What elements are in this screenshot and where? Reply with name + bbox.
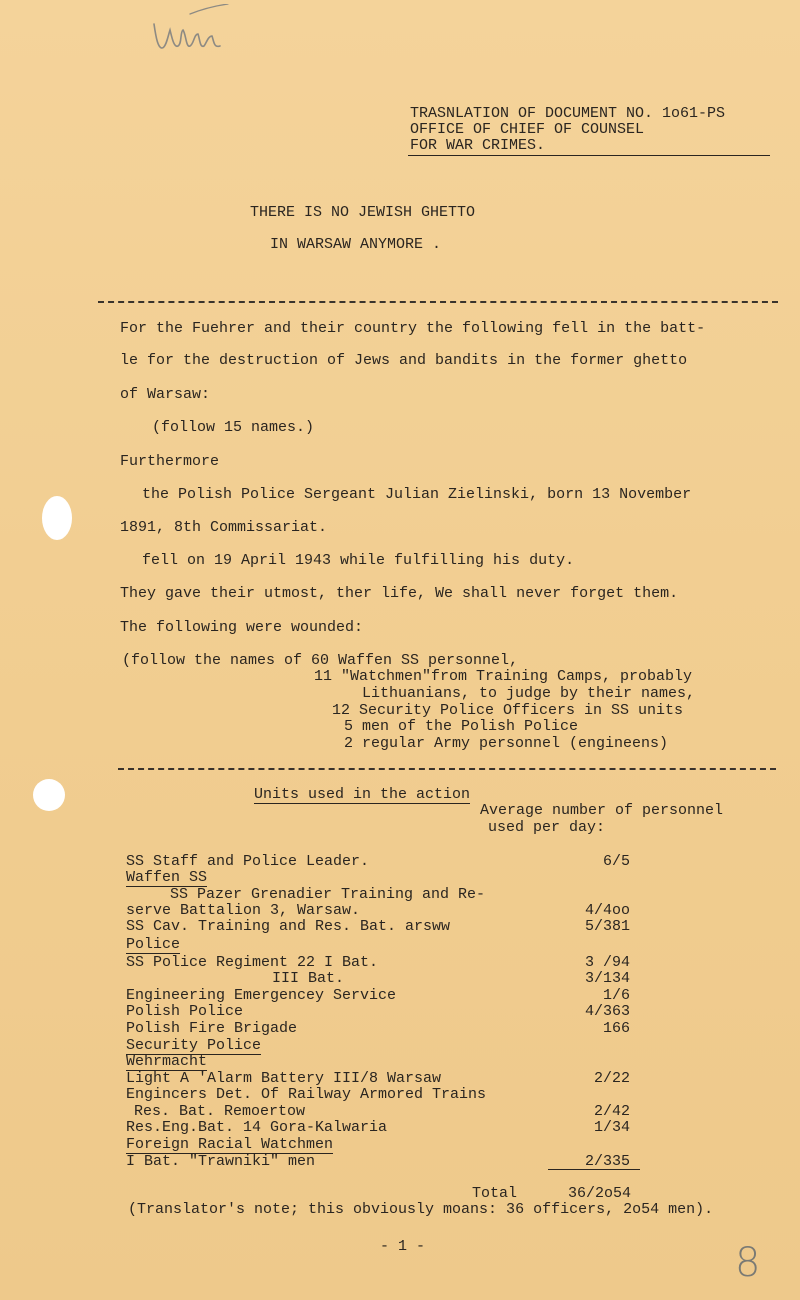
handwritten-initials (150, 4, 230, 60)
unit-label: SS Staff and Police Leader. (126, 853, 370, 870)
unit-value: 1/34 (593, 1119, 630, 1136)
unit-label: I Bat. "Trawniki" men (126, 1153, 316, 1170)
title-line-2: IN WARSAW ANYMORE . (270, 236, 442, 253)
unit-value: 4/363 (584, 1003, 630, 1020)
unit-label: SS Pazer Grenadier Training and Re- (170, 886, 486, 903)
body-paragraph-1-line-2: le for the destruction of Jews and bandits in the former ghetto (120, 352, 688, 369)
punch-hole-bottom (33, 779, 65, 811)
body-fell-line: fell on 19 April 1943 while fulfilling his duty. (142, 552, 575, 569)
total-label: Total (472, 1185, 518, 1202)
unit-label: III Bat. (272, 970, 345, 987)
unit-value: 166 (602, 1020, 630, 1037)
header-line-1: TRASNLATION OF DOCUMENT NO. 1o61-PS (410, 105, 726, 122)
unit-label: SS Cav. Training and Res. Bat. arsww (126, 918, 451, 935)
unit-label: Wehrmacht (126, 1053, 208, 1070)
unit-label: Light A 'Alarm Battery III/8 Warsaw (126, 1070, 442, 1087)
divider-top (98, 301, 778, 303)
body-furthermore: Furthermore (120, 453, 220, 470)
unit-label: Security Police (126, 1037, 262, 1054)
unit-value: 2/335 (584, 1153, 630, 1170)
title-line-1: THERE IS NO JEWISH GHETTO (250, 204, 476, 221)
page-number: - 1 - (380, 1238, 426, 1255)
body-paragraph-1-line-1: For the Fuehrer and their country the following fell in the batt- (120, 320, 706, 337)
unit-value: 4/4oo (584, 902, 630, 919)
wounded-line-2: 11 "Watchmen"from Training Camps, probably (314, 668, 693, 685)
body-sergeant-line-1: the Polish Police Sergeant Julian Zielinski, born 13 November (142, 486, 692, 503)
unit-label: Engincers Det. Of Railway Armored Trains (126, 1086, 487, 1103)
unit-label: SS Police Regiment 22 I Bat. (126, 954, 379, 971)
wounded-line-1: (follow the names of 60 Waffen SS personnel, (122, 652, 519, 669)
wounded-line-4: 12 Security Police Officers in SS units (332, 702, 684, 719)
header-line-2: OFFICE OF CHIEF OF COUNSEL (410, 121, 645, 138)
unit-value: 2/22 (593, 1070, 630, 1087)
unit-label: Polish Fire Brigade (126, 1020, 298, 1037)
unit-value: 3/134 (584, 970, 630, 987)
header-line-3: FOR WAR CRIMES. (410, 137, 546, 154)
unit-label: Res.Eng.Bat. 14 Gora-Kalwaria (126, 1119, 388, 1136)
unit-value: 2/42 (593, 1103, 630, 1120)
header-underline (408, 155, 770, 156)
total-value: 36/2o54 (568, 1185, 632, 1202)
unit-label: Res. Bat. Remoertow (134, 1103, 306, 1120)
punch-hole-top (42, 496, 72, 540)
body-utmost-line: They gave their utmost, ther life, We shall never forget them. (120, 585, 679, 602)
unit-value: 1/6 (602, 987, 630, 1004)
units-heading: Units used in the action (254, 786, 471, 803)
unit-label: Foreign Racial Watchmen (126, 1136, 334, 1153)
body-wounded-intro: The following were wounded: (120, 619, 364, 636)
wounded-line-3: Lithuanians, to judge by their names, (362, 685, 696, 702)
average-heading-line-1: Average number of personnel (480, 802, 724, 819)
unit-value: 5/381 (584, 918, 630, 935)
unit-value: 3 /94 (584, 954, 630, 971)
wounded-line-6: 2 regular Army personnel (engineens) (344, 735, 669, 752)
unit-label: Police (126, 936, 181, 953)
body-paragraph-1-line-3: of Warsaw: (120, 386, 211, 403)
pencil-page-mark: 8 (735, 1240, 761, 1286)
divider-middle (118, 768, 776, 770)
unit-label: Engineering Emergencey Service (126, 987, 397, 1004)
total-rule (548, 1169, 640, 1170)
average-heading-line-2: used per day: (488, 819, 606, 836)
unit-value: 6/5 (602, 853, 630, 870)
body-sergeant-line-2: 1891, 8th Commissariat. (120, 519, 328, 536)
unit-label: serve Battalion 3, Warsaw. (126, 902, 361, 919)
unit-label: Polish Police (126, 1003, 244, 1020)
translator-note: (Translator's note; this obviously moans: 36 officers, 2o54 men). (128, 1201, 714, 1218)
unit-label: Waffen SS (126, 869, 208, 886)
wounded-line-5: 5 men of the Polish Police (344, 718, 579, 735)
body-follow-names: (follow 15 names.) (152, 419, 315, 436)
